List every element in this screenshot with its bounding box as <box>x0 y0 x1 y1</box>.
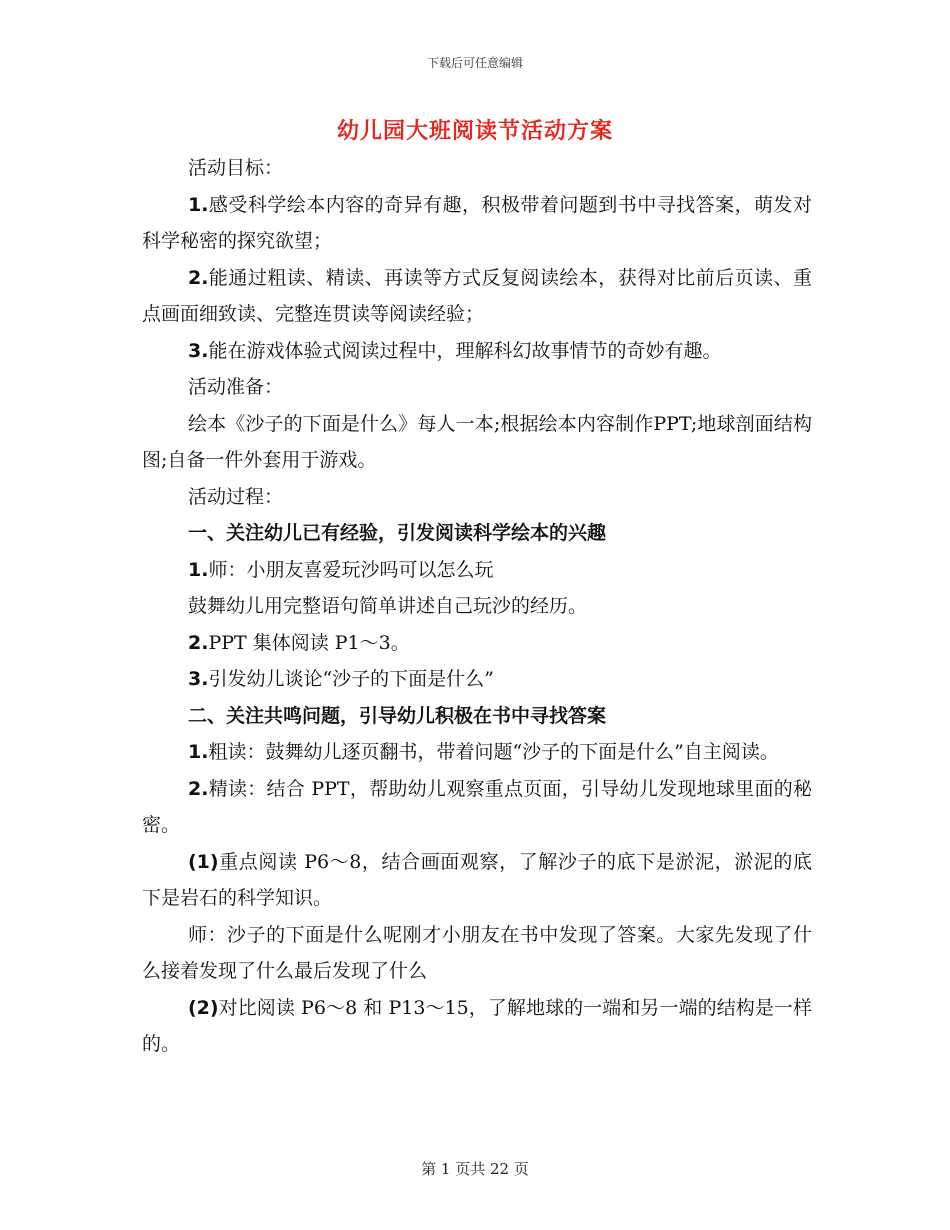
paragraph <box>142 917 812 990</box>
paragraph-number: (2) <box>188 996 219 1019</box>
paragraph-text: 绘本《沙子的下面是什么》每人一本;根据绘本内容制作PPT;地球剖面结构图;自备一件外套用于游戏。 <box>142 412 812 471</box>
document-title: 幼儿园大班阅读节活动方案 <box>336 119 613 144</box>
paragraph <box>142 406 812 479</box>
page-header: 下载后可任意编辑 <box>426 56 523 70</box>
paragraph <box>142 552 812 589</box>
paragraph-text: 精读：结合 PPT，帮助幼儿观察重点页面，引导幼儿发现地球里面的秘密。 <box>142 777 812 836</box>
paragraph <box>142 333 812 370</box>
paragraph-text: 活动目标： <box>188 157 284 179</box>
paragraph-number: 1. <box>188 558 209 581</box>
section-heading-text: 一、关注幼儿已有经验，引发阅读科学绘本的兴趣 <box>188 522 607 544</box>
paragraph <box>142 479 812 516</box>
paragraph-text: 引发幼儿谈论“沙子的下面是什么” <box>208 668 494 690</box>
paragraph-number: (1) <box>188 850 219 873</box>
paragraph-text: 活动准备： <box>188 376 284 398</box>
paragraph-text: 对比阅读 P6～8 和 P13～15，了解地球的一端和另一端的结构是一样的。 <box>142 996 812 1055</box>
paragraph <box>142 150 812 187</box>
section-heading-text: 二、关注共鸣问题，引导幼儿积极在书中寻找答案 <box>188 704 607 727</box>
paragraph <box>142 369 812 406</box>
paragraph <box>142 187 812 260</box>
paragraph <box>142 771 812 844</box>
paragraph <box>142 260 812 333</box>
paragraph-text: 能通过粗读、精读、再读等方式反复阅读绘本，获得对比前后页读、重点画面细致读、完整连贯读等阅读经验； <box>142 266 812 325</box>
paragraph-text: 鼓舞幼儿用完整语句简单讲述自己玩沙的经历。 <box>188 595 588 617</box>
document-body <box>142 150 812 1063</box>
paragraph-text: 师：小朋友喜爱玩沙吗可以怎么玩 <box>208 558 494 581</box>
paragraph-number: 1. <box>188 193 209 216</box>
paragraph-number: 3. <box>188 339 209 362</box>
paragraph-text: 粗读：鼓舞幼儿逐页翻书，带着问题“沙子的下面是什么”自主阅读。 <box>208 741 779 763</box>
paragraph <box>142 844 812 917</box>
page-footer: 第 1 页共 22 页 <box>421 1160 529 1178</box>
paragraph-text: 感受科学绘本内容的奇异有趣，积极带着问题到书中寻找答案，萌发对科学秘密的探究欲望； <box>142 193 812 252</box>
paragraph <box>142 661 812 698</box>
paragraph <box>142 734 812 771</box>
paragraph-text: PPT 集体阅读 P1～3。 <box>208 631 410 654</box>
paragraph <box>142 588 812 625</box>
paragraph-number: 2. <box>188 266 209 289</box>
section-heading <box>142 698 812 735</box>
paragraph <box>142 990 812 1063</box>
paragraph-text: 能在游戏体验式阅读过程中，理解科幻故事情节的奇妙有趣。 <box>208 339 722 362</box>
paragraph-number: 1. <box>188 741 209 763</box>
paragraph-number: 2. <box>188 777 209 800</box>
section-heading <box>142 515 812 552</box>
paragraph-number: 3. <box>188 668 209 690</box>
paragraph-number: 2. <box>188 631 209 654</box>
paragraph-text: 师：沙子的下面是什么呢刚才小朋友在书中发现了答案。大家先发现了什么接着发现了什么最后发现了什么 <box>142 923 812 982</box>
paragraph-text: 活动过程： <box>188 485 284 508</box>
paragraph <box>142 625 812 662</box>
paragraph-text: 重点阅读 P6～8，结合画面观察，了解沙子的底下是淤泥，淤泥的底下是岩石的科学知识。 <box>142 850 812 909</box>
